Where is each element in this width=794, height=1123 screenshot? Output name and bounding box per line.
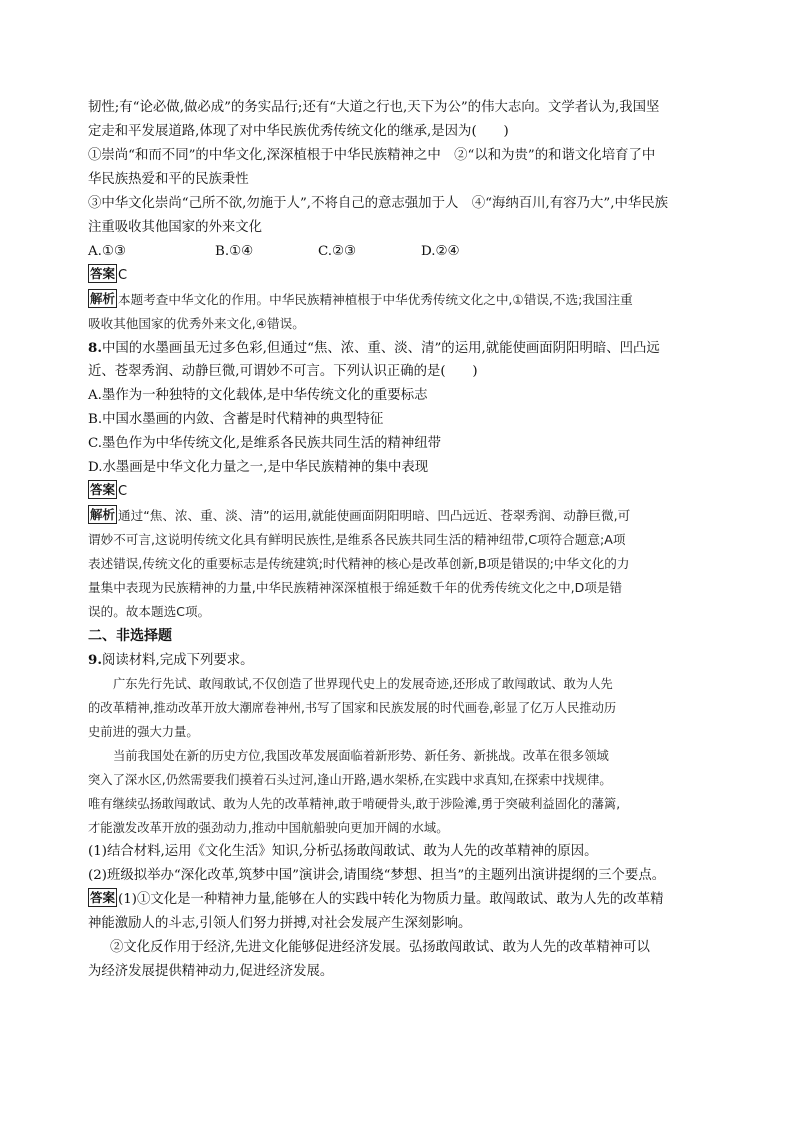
page-content xyxy=(88,96,710,984)
q8-answer xyxy=(88,480,710,504)
answer-tag: 答案 xyxy=(90,266,116,281)
q7-options xyxy=(88,240,710,264)
q8-analysis-line: 谓妙不可言,这说明传统文化具有鲜明民族性,是维系各民族共同生活的精神纽带,C项符合题意;A项 xyxy=(88,532,626,547)
q7-option-d: D.②④ xyxy=(421,244,460,259)
q8-number: 8. xyxy=(88,340,102,356)
q8-answer-value: C xyxy=(118,484,128,499)
q7-line: 韧性;有“论必做,做必成”的务实品行;还有“大道之行也,天下为公”的伟大志向。文学者认为,我国坚 xyxy=(88,100,660,115)
q8-analysis-text: 通过“焦、浓、重、淡、清”的运用,就能使画面阴阳明暗、凹凸远近、苍翠秀润、动静巨微,可 xyxy=(118,508,631,523)
q9-stem xyxy=(88,648,710,672)
q9-prompt: 阅读材料,完成下列要求。 xyxy=(101,653,254,668)
q7-line: 定走和平发展道路,体现了对中华民族优秀传统文化的继承,是因为( ) xyxy=(88,124,509,139)
q8-analysis-line: 误的。故本题选C项。 xyxy=(88,604,211,619)
q9-answer xyxy=(88,888,710,912)
q9-question-2: (2)班级拟举办“深化改革,筑梦中国”演讲会,请围绕“梦想、担当”的主题列出演讲提纲的三个要点。 xyxy=(88,868,666,883)
q7-option-b: B.①④ xyxy=(215,244,254,259)
q7-analysis-text: 本题考查中华文化的作用。中华民族精神植根于中华优秀传统文化之中,①错误,不选;我国注重 xyxy=(118,292,633,307)
q9-material-line: 的改革精神,推动改革开放大潮席卷神州,书写了国家和民族发展的时代画卷,彰显了亿万人民推动历 xyxy=(88,701,617,715)
q8-stem xyxy=(88,336,710,360)
q9-answer-line: ②文化反作用于经济,先进文化能够促进经济发展。弘扬敢闯敢试、敢为人先的改革精神可以 xyxy=(110,940,650,955)
q7-line: 华民族热爱和平的民族秉性 xyxy=(88,172,249,187)
q7-answer xyxy=(88,264,710,288)
q9-answer-line: 神能激励人的斗志,引领人们努力拼搏,对社会发展产生深刻影响。 xyxy=(88,916,472,931)
q8-option-a: A.墨作为一种独特的文化载体,是中华传统文化的重要标志 xyxy=(88,388,428,403)
q7-analysis xyxy=(88,288,710,312)
q7-line: 注重吸收其他国家的外来文化 xyxy=(88,220,263,235)
q9-material-line: 唯有继续弘扬敢闯敢试、敢为人先的改革精神,敢于啃硬骨头,敢于涉险滩,勇于突破利益固化的藩篱, xyxy=(88,797,621,811)
question-7 xyxy=(88,96,710,336)
section-heading: 二、非选择题 xyxy=(88,628,172,644)
q8-analysis xyxy=(88,504,710,528)
question-8 xyxy=(88,336,710,624)
q9-answer-line: 为经济发展提供精神动力,促进经济发展。 xyxy=(88,964,334,979)
q7-answer-value: C xyxy=(118,268,128,283)
answer-tag: 答案 xyxy=(90,482,116,497)
analysis-tag: 解析 xyxy=(90,291,116,306)
q9-material-line: 史前进的强大力量。 xyxy=(88,725,199,739)
q8-analysis-line: 表述错误,传统文化的重要标志是传统建筑;时代精神的核心是改革创新,B项是错误的;中华文化的力 xyxy=(88,556,630,571)
q7-analysis-line: 吸收其他国家的优秀外来文化,④错误。 xyxy=(88,316,305,331)
q8-analysis-line: 量集中表现为民族精神的力量,中华民族精神深深植根于绵延数千年的优秀传统文化之中,D项是错 xyxy=(88,580,623,595)
q8-option-c: C.墨色作为中华传统文化,是维系各民族共同生活的精神纽带 xyxy=(88,436,442,451)
analysis-tag: 解析 xyxy=(90,507,116,522)
q9-material-line: 才能激发改革开放的强劲动力,推动中国航船驶向更加开阔的水域。 xyxy=(88,821,449,835)
q9-material-line: 广东先行先试、敢闯敢试,不仅创造了世界现代史上的发展奇迹,还形成了敢闯敢试、敢为人先 xyxy=(113,677,613,691)
q9-question-1: (1)结合材料,运用《文化生活》知识,分析弘扬敢闯敢试、敢为人先的改革精神的原因。 xyxy=(88,844,598,859)
q8-line: 中国的水墨画虽无过多色彩,但通过“焦、浓、重、淡、清”的运用,就能使画面阴阳明暗、凹凸远 xyxy=(101,341,660,356)
q8-option-b: B.中国水墨画的内敛、含蓄是时代精神的典型特征 xyxy=(88,412,384,427)
answer-tag: 答案 xyxy=(90,890,116,905)
q8-option-d: D.水墨画是中华文化力量之一,是中华民族精神的集中表现 xyxy=(88,460,429,475)
q7-option-a: A.①③ xyxy=(88,244,126,259)
question-9 xyxy=(88,648,710,984)
q9-material-line: 突入了深水区,仍然需要我们摸着石头过河,逢山开路,遇水架桥,在实践中求真知,在探索中找规律。 xyxy=(88,773,612,787)
q8-line: 近、苍翠秀润、动静巨微,可谓妙不可言。下列认识正确的是( ) xyxy=(88,364,478,379)
q7-line: ①崇尚“和而不同”的中华文化,深深植根于中华民族精神之中 ②“以和为贵”的和谐文化培育了中 xyxy=(88,148,656,163)
q9-material-line: 当前我国处在新的历史方位,我国改革发展面临着新形势、新任务、新挑战。改革在很多领域 xyxy=(113,749,609,763)
q7-option-c: C.②③ xyxy=(318,244,357,259)
q7-line: ③中华文化崇尚“己所不欲,勿施于人”,不将自己的意志强加于人 ④“海纳百川,有容乃大”,中华民族 xyxy=(88,196,669,211)
q9-answer-text: (1)①文化是一种精神力量,能够在人的实践中转化为物质力量。敢闯敢试、敢为人先的改革精 xyxy=(118,892,664,907)
q9-number: 9. xyxy=(88,652,102,668)
